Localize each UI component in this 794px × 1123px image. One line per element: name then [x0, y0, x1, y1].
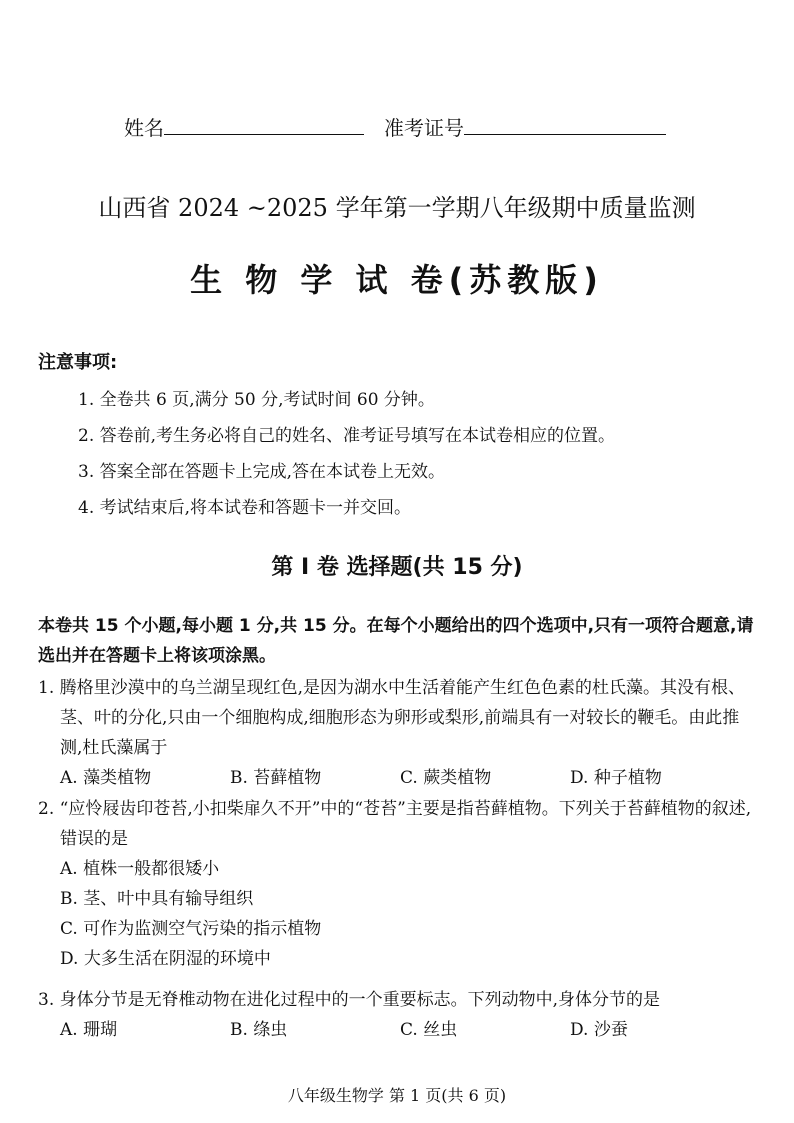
notice-item: 3. 答案全部在答题卡上完成,答在本试卷上无效。 [78, 462, 446, 482]
option-b: B. 茎、叶中具有输导组织 [60, 889, 254, 909]
question-options [38, 1015, 760, 1045]
option-a: A. 藻类植物 [60, 768, 152, 788]
question-3 [38, 985, 760, 1045]
notice-item: 1. 全卷共 6 页,满分 50 分,考试时间 60 分钟。 [78, 390, 435, 410]
question-options [38, 763, 760, 793]
option-d: D. 种子植物 [570, 768, 662, 788]
page-footer: 八年级生物学 第 1 页(共 6 页) [287, 1086, 507, 1105]
notice-item: 4. 考试结束后,将本试卷和答题卡一并交回。 [78, 498, 412, 518]
section-description: 本卷共 15 个小题,每小题 1 分,共 15 分。在每个小题给出的四个选项中,只有一项符合题意,请选出并在答题卡上将该项涂黑。 [38, 616, 754, 666]
notice-heading: 注意事项: [38, 352, 118, 373]
option-c: C. 蕨类植物 [400, 768, 492, 788]
notice-list [78, 382, 615, 526]
option-d: D. 大多生活在阴湿的环境中 [60, 949, 271, 969]
option-b: B. 苔藓植物 [230, 768, 322, 788]
name-blank [164, 114, 364, 135]
option-c: C. 丝虫 [400, 1020, 458, 1040]
notice-item: 2. 答卷前,考生务必将自己的姓名、准考证号填写在本试卷相应的位置。 [78, 426, 616, 446]
question-stem: 2. “应怜屐齿印苍苔,小扣柴扉久不开”中的“苍苔”主要是指苔藓植物。下列关于苔藓植物的叙述,错误的是 [38, 799, 752, 849]
option-a: A. 植株一般都很矮小 [60, 859, 220, 879]
section-title: 第 Ⅰ 卷 选择题(共 15 分) [271, 555, 523, 580]
option-b: B. 绦虫 [230, 1020, 288, 1040]
question-1 [38, 673, 760, 793]
exam-id-label: 准考证号 [384, 116, 464, 140]
question-stem: 3. 身体分节是无脊椎动物在进化过程中的一个重要标志。下列动物中,身体分节的是 [38, 990, 661, 1010]
question-stem: 1. 腾格里沙漠中的乌兰湖呈现红色,是因为湖水中生活着能产生红色色素的杜氏藻。其没有根、茎、叶的分化,只由一个细胞构成,细胞形态为卵形或梨形,前端具有一对较长的鞭毛。由此推测,杜氏藻属于 [38, 678, 746, 758]
option-c: C. 可作为监测空气污染的指示植物 [60, 919, 322, 939]
option-a: A. 珊瑚 [60, 1020, 118, 1040]
option-d: D. 沙蚕 [570, 1020, 628, 1040]
exam-title: 山西省 2024 ~2025 学年第一学期八年级期中质量监测 [98, 194, 696, 222]
name-label: 姓名 [124, 116, 164, 140]
exam-id-blank [464, 114, 666, 135]
question-2 [38, 794, 760, 974]
main-title: 生 物 学 试 卷(苏教版) [190, 261, 604, 299]
candidate-info [124, 112, 666, 141]
